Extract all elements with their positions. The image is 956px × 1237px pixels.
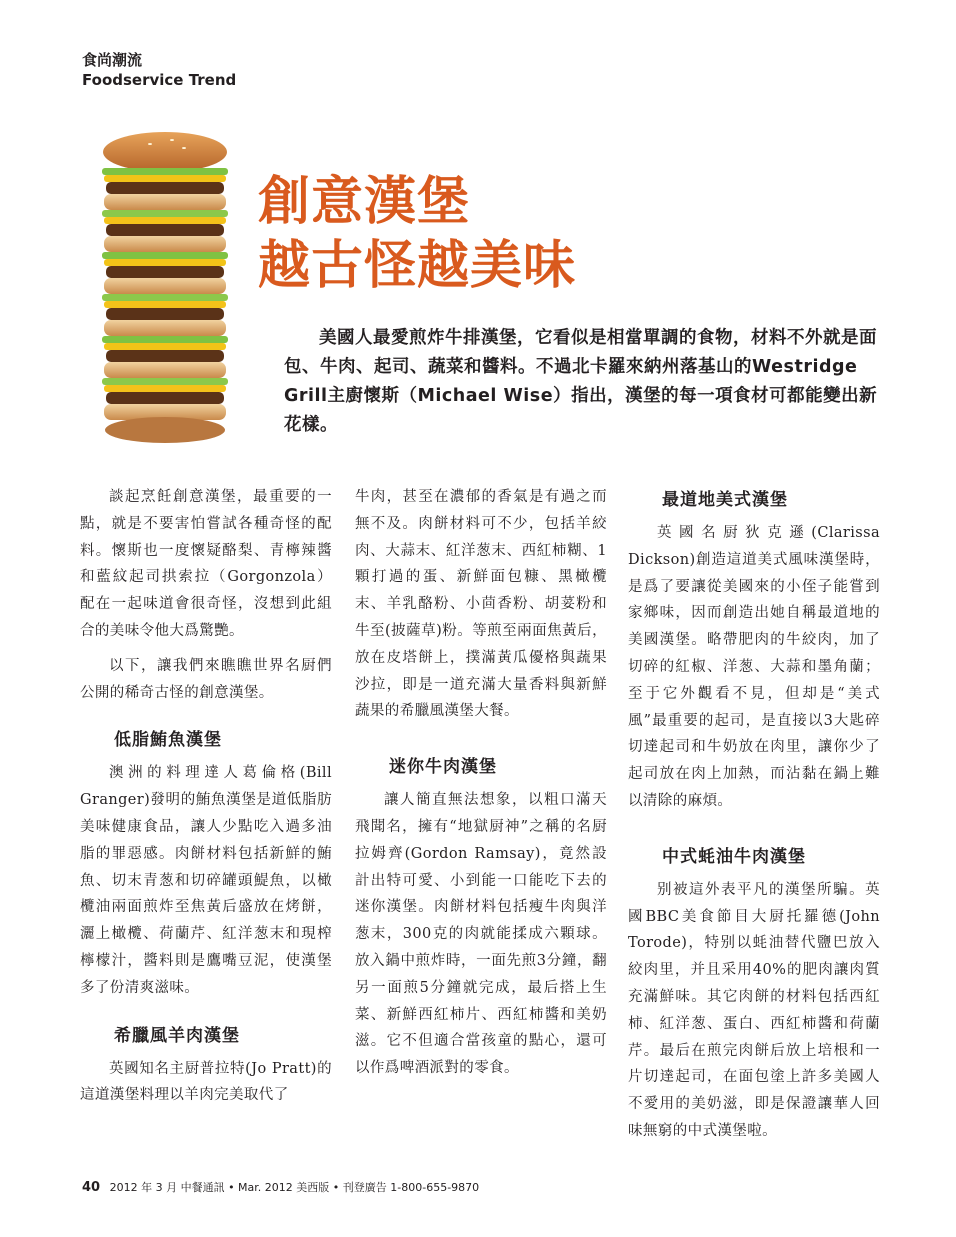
american-burger-heading: 最道地美式漢堡 — [662, 490, 788, 510]
page-footer — [82, 1180, 479, 1196]
section-label — [82, 50, 236, 90]
column-3 — [628, 484, 880, 1153]
intro-paragraph-1: 談起烹飪創意漢堡，最重要的一點，就是不要害怕嘗試各種奇怪的配料。懷斯也一度懷疑酪梨、青檸辣醬和藍紋起司拱索拉（Gorgonzola）配在一起味道會很奇怪，沒想到此組合的美味令他大爲驚艷。 — [80, 489, 332, 639]
lamb-burger-heading: 希臘風羊肉漢堡 — [114, 1025, 240, 1046]
intro-paragraph-2: 以下，讓我們來瞧瞧世界名厨們公開的稀奇古怪的創意漢堡。 — [80, 657, 332, 701]
tuna-burger-heading: 低脂鮪魚漢堡 — [114, 730, 222, 751]
lead-text: 美國人最愛煎炸牛排漢堡，它看似是相當單調的食物，材料不外就是面包、牛肉、起司、蔬菜和醬料。不過北卡羅來納州落基山的Westridge Grill主廚懷斯（Michael Wise）指出，漢堡的每一項食材可都能變出新花樣。 — [284, 328, 878, 435]
stacked-burger-photo — [80, 128, 250, 458]
title-line-1: 創意漢堡 — [258, 171, 471, 232]
column-1 — [80, 484, 332, 1117]
title-line-2: 越古怪越美味 — [258, 235, 577, 296]
chinese-burger-heading: 中式蚝油牛肉漢堡 — [662, 846, 806, 867]
page-number: 40 — [82, 1180, 101, 1195]
lamb-burger-body-start: 英國知名主厨普拉特(Jo Pratt)的這道漢堡料理以羊肉完美取代了 — [80, 1060, 332, 1104]
mini-burger-body: 讓人簡直無法想象，以粗口滿天飛聞名，擁有“地獄厨神”之稱的名厨拉姆齊(Gordon Ramsay)，竟然設計出特可愛、小到能一口能吃下去的迷你漢堡。肉餅材料包括瘦牛肉與洋葱末，300克的肉就能揉成六顆球。放入鍋中煎炸時，一面先煎3分鐘，翻另一面煎5分鐘就完成，最后搭上生菜、新鮮西紅柿片、西紅柿醬和美奶滋。它不但適合當孩童的點心，還可以作爲啤酒派對的零食。 — [355, 792, 607, 1077]
chinese-burger-body: 别被這外表平凡的漢堡所騙。英國BBC美食節目大厨托羅德(John Torode)，特别以蚝油替代鹽巴放入絞肉里，并且采用40%的肥肉讓肉質充滿鮮味。其它肉餅的材料包括西紅柿、紅洋葱、蛋白、西紅柿醬和荷蘭芹。最后在煎完肉餅后放上培根和一片切達起司，在面包塗上許多美國人不愛用的美奶滋，即是保證讓華人回味無窮的中式漢堡啦。 — [628, 881, 880, 1139]
american-burger-body: 英國名厨狄克遜(Clarissa Dickson)創造這道美式風味漢堡時，是爲了要讓從美國來的小侄子能嘗到家鄉味，因而創造出她自稱最道地的美國漢堡。略帶肥肉的牛絞肉，加了切碎的紅椒、洋葱、大蒜和墨角蘭；至于它外觀看不見，但却是“美式風”最重要的起司，是直接以3大匙碎切達起司和牛奶放在肉里，讓你少了起司放在肉上加熱，而沾黏在鍋上難以清除的麻煩。 — [628, 525, 880, 809]
article-title — [258, 170, 576, 298]
mini-burger-heading: 迷你牛肉漢堡 — [389, 757, 497, 778]
column-2 — [355, 484, 607, 1090]
section-label-zh: 食尚潮流 — [82, 51, 143, 69]
lamb-burger-body-continued: 牛肉，甚至在濃郁的香氣是有過之而無不及。肉餅材料可不少，包括羊絞肉、大蒜末、紅洋葱末、西紅柿糊、1顆打過的蛋、新鮮面包糠、黑橄欖末、羊乳酪粉、小茴香粉、胡荽粉和牛至(披薩草)粉。等煎至兩面焦黃后，放在皮塔餅上，撲滿黃瓜優格與蔬果沙拉，即是一道充滿大量香料與新鮮蔬果的希臘風漢堡大餐。 — [355, 489, 607, 720]
section-label-en: Foodservice Trend — [82, 71, 237, 89]
tuna-burger-body: 澳洲的料理達人葛倫格(Bill Granger)發明的鮪魚漢堡是道低脂肪美味健康食品，讓人少點吃入過多油脂的罪惡感。肉餅材料包括新鮮的鮪魚、切末青葱和切碎罐頭鯷魚，以橄欖油兩面煎炸至焦黃后盛放在烤餅，灑上橄欖、荷蘭芹、紅洋葱末和現榨檸檬汁，醬料則是鷹嘴豆泥，使漢堡多了份清爽滋味。 — [80, 765, 332, 996]
footer-text: 2012 年 3 月 中餐通訊 • Mar. 2012 美西版 • 刊登廣告 1-800-655-9870 — [109, 1181, 480, 1194]
lead-paragraph — [284, 324, 878, 440]
